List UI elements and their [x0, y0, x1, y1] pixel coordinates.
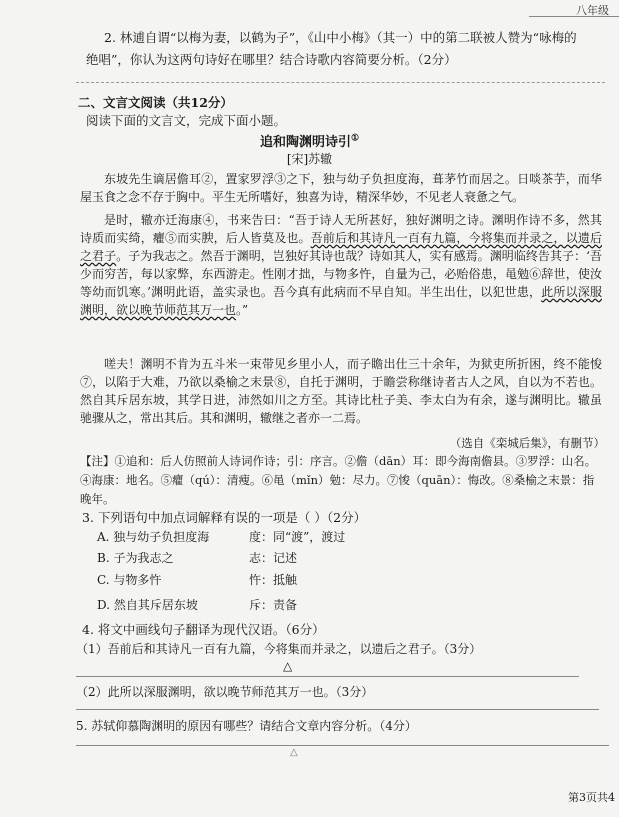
passage-author: [宋]苏辙: [286, 152, 333, 166]
question-2-line-2: 绝唱”，你认为这两句诗好在哪里？结合诗歌内容简要分析。（2分）: [86, 52, 457, 67]
option-c-gloss: 忤：抵触: [249, 573, 298, 587]
passage-title: [0, 131, 619, 150]
grade-label: 八年级: [576, 4, 609, 17]
section-heading: 二、文言文阅读（共12分）: [78, 95, 233, 110]
annotation-notes: 【注】①追和：后人仿照前人诗词作诗；引：序言。②儋（dān）耳：即今海南儋县。③罗浮：山名。④海康：地名。⑤癯（qú）：清瘦。⑥黾（mǐn）勉：尽力。⑦悛（quān）：悔改。⑧桑榆之末景：指晚年。: [80, 454, 597, 506]
question-4-part-1: （1）吾前后和其诗凡一百有九篇，今将集而并录之，以遗后之君子。（3分）: [76, 642, 482, 656]
underlined-sentence-1: 吾前后和其诗凡一百有九篇，今将集而并录之，以遗后之君子: [80, 231, 602, 263]
question-4-part-2: （2）此所以深服渊明，欲以晚节师范其万一也。（3分）: [76, 685, 374, 699]
question-2-line-1: 2. 林逋自谓“以梅为妻，以鹤为子”，《山中小梅》（其一）中的第二联被人赞为“咏梅的: [104, 30, 577, 45]
question-4-stem: 4. 将文中画线句子翻译为现代汉语。（6分）: [82, 622, 325, 637]
question-3-stem: 3. 下列语句中加点词解释有误的一项是（ ）（2分）: [82, 510, 367, 525]
answer-rule: [76, 745, 609, 746]
option-c-label: C. 与物多忤: [97, 573, 162, 587]
passage-paragraph-2: [80, 211, 602, 319]
option-a-gloss: 度：同“渡”，渡过: [249, 530, 346, 544]
header-rule: [529, 16, 619, 17]
passage-paragraph-1: 东坡先生谪居儋耳②，置家罗浮③之下，独与幼子负担度海，葺茅竹而居之。日啖茶芋，而华屋玉食之念不存于胸中。平生无所嗜好，独喜为诗，精深华妙，不见老人衰惫之气。: [80, 172, 602, 204]
option-d-gloss: 斥：责备: [249, 598, 298, 612]
passage-paragraph-3: 嗟夫！渊明不肯为五斗米一束带见乡里小人，而子瞻出仕三十余年，为狱吏所折困，终不能悛⑦，以陷于大难，乃欲以桑榆之末景⑧，自托于渊明，于瞻尝称继诗者古人之风，自以为不若也。然自其斥居东坡，其学日进，沛然如川之方至。其诗比杜子美、李太白为有余，遂与渊明比。辙虽驰骤从之，常出其后。其和渊明，辙继之者亦一二焉。: [80, 357, 602, 425]
passage-source: （选自《栾城后集》，有删节）: [449, 436, 605, 450]
triangle-mark-icon: △: [290, 747, 298, 758]
paragraph-2-part-b: 。子为我志之。然吾于渊明，岂独好其诗也哉？诗如其人，实有感焉。渊明临终告其子：‘吾少而穷苦，每以家弊，东西游走。性刚才拙，与物多忤，自量为己，必贻俗患，黾勉⑥辞世，使汝等幼而饥寒。’渊明此语，盖实录也。吾今真有此病而不早自知。半生出仕，以犯世患，: [80, 249, 602, 299]
question-5-stem: 5. 苏轼仰慕陶渊明的原因有哪些？请结合文章内容分析。（4分）: [76, 719, 417, 733]
option-b-label: B. 子为我志之: [97, 551, 174, 565]
option-d-label: D. 然自其斥居东坡: [97, 598, 198, 612]
underlined-sentence-2: 此所以深服渊明，欲以晚节师范其万一也: [80, 285, 602, 317]
option-a-label: A. 独与幼子负担度海: [97, 530, 210, 544]
answer-rule: [76, 82, 605, 83]
passage-title-text: 追和陶渊明诗引: [259, 135, 351, 150]
title-note-mark: ①: [350, 133, 360, 144]
triangle-mark-icon: △: [283, 659, 293, 673]
answer-rule: [76, 709, 599, 710]
option-b-gloss: 志：记述: [249, 551, 298, 565]
paragraph-2-part-a: 是时，辙亦迁海康④，书来告曰：“吾于诗人无所甚好，独好渊明之诗。渊明作诗不多，然其诗质而实绮，癯⑤而实腴，后人皆莫及也。: [80, 213, 602, 245]
page-number: 第3页共4: [568, 791, 615, 804]
answer-rule: [76, 676, 579, 677]
section-intro: 阅读下面的文言文，完成下面小题。: [86, 113, 287, 128]
paragraph-2-part-c: 。”: [236, 303, 249, 317]
